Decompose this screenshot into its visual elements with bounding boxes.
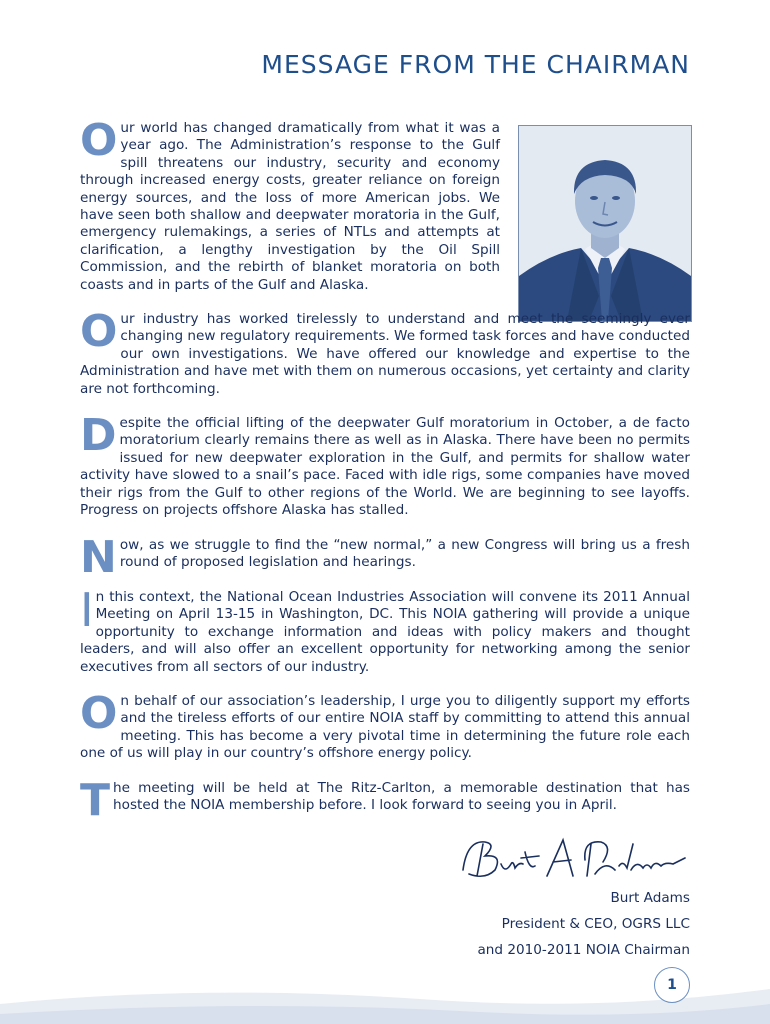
- paragraph-5: [80, 583, 690, 676]
- drop-cap: O: [80, 306, 118, 357]
- page-number: 1: [654, 967, 690, 1003]
- paragraph-text: n behalf of our association’s leadership, I urge you to diligently support my efforts and the tireless efforts of our entire NOIA staff by committing to attend this annual meeting. This has become a very pivotal time in determining the future role each one of us will play in our country’s offshore energy policy.: [80, 693, 690, 762]
- signatory-title: President & CEO, OGRS LLC: [501, 916, 690, 932]
- paragraph-7: [80, 775, 690, 826]
- signatory-name: Burt Adams: [610, 890, 690, 906]
- drop-cap: I: [80, 583, 94, 637]
- paragraph-text: ur world has changed dramatically from what it was a year ago. The Administration’s response to the Gulf spill threatens our industry, security and economy through increased energy costs, greater reliance on foreign energy sources, and the loss of more American jobs. We have seen both shallow and deepwater moratoria in the Gulf, emergency rulemakings, a series of NTLs and attempts at clarification, a lengthy investigation by the Oil Spill Commission, and the rebirth of blanket moratoria on both coasts and in parts of the Gulf and Alaska.: [80, 120, 500, 293]
- paragraph-text: espite the official lifting of the deepwater Gulf moratorium in October, a de facto moratorium clearly remains there as well as in Alaska. There have been no permits issued for new deepwater exploration in the Gulf, and permits for shallow water activity have slowed to a snail’s pace. Faced with idle rigs, some companies have moved their rigs from the Gulf to other regions of the World. We are beginning to see layoffs. Progress on projects offshore Alaska has stalled.: [80, 415, 690, 519]
- paragraph-text: n this context, the National Ocean Industries Association will convene its 2011 Annual Meeting on April 13-15 in Washington, DC. This NOIA gathering will provide a unique opportunity to exchange information and ideas with policy makers and thought leaders, and will also offer an excellent opportunity for networking among the senior executives from all sectors of our industry.: [80, 589, 690, 675]
- signatory-role: and 2010-2011 NOIA Chairman: [477, 942, 690, 958]
- paragraph-3: [80, 410, 690, 519]
- drop-cap: O: [80, 688, 118, 739]
- paragraph-text: ur industry has worked tirelessly to understand and meet the seemingly ever changing new regulatory requirements. We formed task forces and have conducted our own investigations. We have offered our knowledge and expertise to the Administration and have met with them on numerous occasions, yet certainty and clarity are not forthcoming.: [80, 311, 690, 397]
- page-title: MESSAGE FROM THE CHAIRMAN: [261, 50, 690, 79]
- paragraph-6: [80, 688, 690, 763]
- drop-cap: D: [80, 410, 117, 461]
- drop-cap: N: [80, 532, 117, 583]
- paragraph-4: [80, 532, 690, 583]
- drop-cap: T: [80, 775, 111, 826]
- paragraph-text: he meeting will be held at The Ritz-Carlton, a memorable destination that has hosted the NOIA membership before. I look forward to seeing you in April.: [113, 780, 690, 814]
- paragraph-2: [80, 306, 690, 398]
- drop-cap: O: [80, 115, 118, 166]
- paragraph-text: ow, as we struggle to find the “new normal,” a new Congress will bring us a fresh round of proposed legislation and hearings.: [119, 537, 690, 571]
- chairman-portrait: [518, 125, 692, 322]
- paragraph-1: [80, 115, 500, 294]
- decorative-wave: [0, 964, 770, 1024]
- handwritten-signature: [455, 830, 690, 890]
